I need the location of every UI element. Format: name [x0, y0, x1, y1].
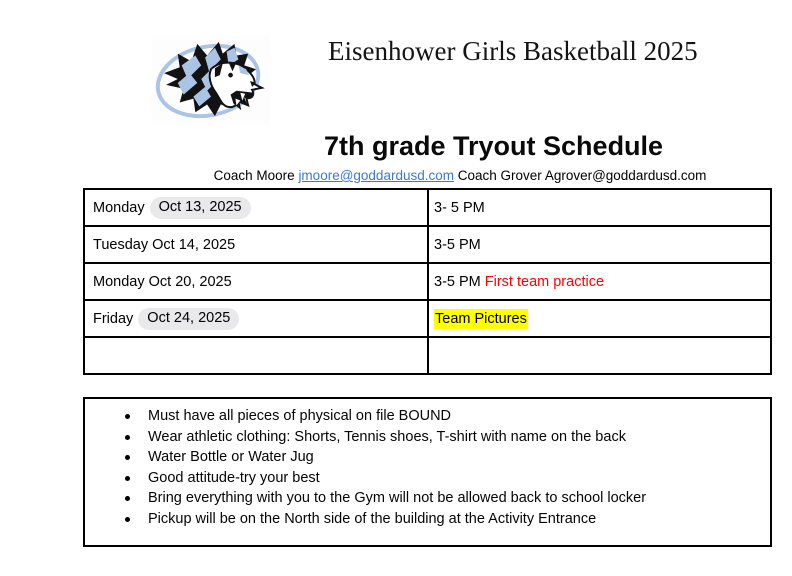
page-title: Eisenhower Girls Basketball 2025	[328, 36, 698, 66]
reminder-item: Wear athletic clothing: Shorts, Tennis shoes, T-shirt with name on the back	[148, 427, 770, 448]
reminders-box	[83, 397, 772, 547]
table-row	[85, 301, 770, 338]
note-label: Team Pictures	[435, 310, 527, 327]
table-row	[85, 264, 770, 301]
date-chip[interactable]: Oct 13, 2025	[150, 197, 251, 219]
reminders-list	[85, 406, 770, 529]
table-row	[85, 190, 770, 227]
reminder-item: Water Bottle or Water Jug	[148, 447, 770, 468]
time-label: 3-5 PM	[434, 273, 485, 290]
coach1-name: Coach Moore	[213, 168, 295, 183]
tiger-logo	[152, 36, 270, 124]
day-label: Monday	[93, 199, 145, 216]
table-row	[85, 227, 770, 264]
time-label: 3-5 PM	[434, 236, 481, 253]
time-label: 3- 5 PM	[434, 199, 485, 216]
coach-contact-line	[128, 168, 792, 183]
coach1-email-link[interactable]: jmoore@goddardusd.com	[298, 168, 454, 183]
schedule-time-cell	[429, 227, 770, 262]
reminder-item: Good attitude-try your best	[148, 468, 770, 489]
schedule-date-cell	[85, 227, 429, 262]
day-label: Monday	[93, 273, 145, 290]
reminder-item: Pickup will be on the North side of the building at the Activity Entrance	[148, 509, 770, 530]
date-chip[interactable]: Oct 24, 2025	[138, 308, 239, 330]
coach2-name: Coach Grover	[457, 168, 542, 183]
schedule-date-cell	[85, 264, 429, 299]
reminder-item: Bring everything with you to the Gym will not be allowed back to school locker	[148, 488, 770, 509]
coach2-email: Agrover@goddardusd.com	[544, 168, 707, 183]
reminder-item: Must have all pieces of physical on file BOUND	[148, 406, 770, 427]
schedule-time-cell	[429, 264, 770, 299]
schedule-date-cell	[85, 338, 429, 373]
date-label: Oct 14, 2025	[148, 236, 236, 253]
schedule-time-cell	[429, 338, 770, 373]
schedule-subtitle: 7th grade Tryout Schedule	[324, 131, 664, 161]
table-row	[85, 338, 770, 373]
schedule-time-cell	[429, 190, 770, 225]
date-label: Oct 20, 2025	[144, 273, 232, 290]
schedule-date-cell	[85, 190, 429, 225]
day-label: Tuesday	[93, 236, 149, 253]
note-label: First team practice	[484, 273, 605, 290]
schedule-time-cell	[429, 301, 770, 336]
tryout-schedule-table	[83, 188, 772, 375]
schedule-date-cell	[85, 301, 429, 336]
tiger-logo-graphic	[152, 36, 270, 124]
day-label: Friday	[93, 310, 134, 327]
